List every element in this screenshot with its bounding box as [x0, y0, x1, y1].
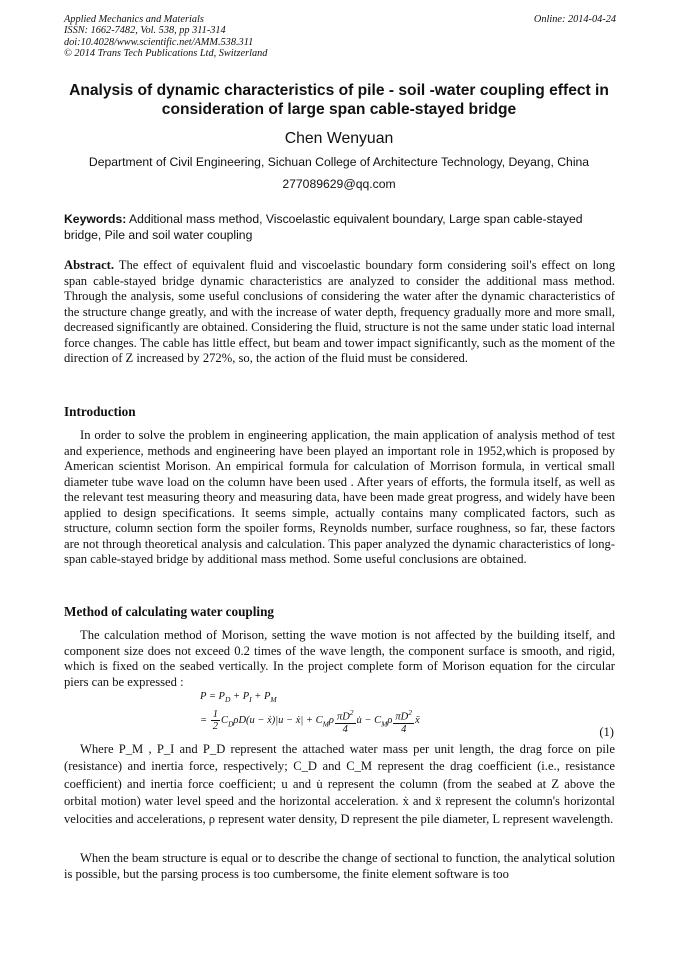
method-where-paragraph: Where P_M , P_I and P_D represent the attached water mass per unit length, the drag force on pile (resistance) and inertia force, respectively; C_D and C_M represent the drag coefficient (i.e., resistance coefficient) and inertia force coefficient; u and u̇ represent the column (from the seabed at Z above the orbital motion) water level speed and the horizontal acceleration. ẋ and ẍ represent the column's horizontal velocities and accelerations, ρ represent water density, D represent the pile diameter, L represent wavelength. — [64, 742, 615, 826]
doi-line: doi:10.4028/www.scientific.net/AMM.538.311 — [64, 36, 254, 48]
abstract-label: Abstract. — [64, 258, 115, 272]
journal-name: Applied Mechanics and Materials — [64, 14, 204, 25]
method-paragraph-2: When the beam structure is equal or to describe the change of sectional to function, the analytical solution is possible, but the parsing process is too cumbersome, the finite element software is too — [64, 851, 615, 881]
author-name: Chen Wenyuan — [284, 130, 394, 147]
journal-header — [64, 14, 616, 60]
author-email: 277089629@qq.com — [282, 177, 396, 191]
keywords-text: Additional mass method, Viscoelastic equivalent boundary, Large span cable-stayed bridge, Pile and soil water coupling — [64, 212, 583, 242]
copyright-line: © 2014 Trans Tech Publications Ltd, Switzerland — [64, 48, 268, 60]
keywords-label: Keywords: — [64, 212, 127, 226]
equation-line-1: $P = P_D + P_I + P_M$ — [200, 691, 277, 705]
method-heading: Method of calculating water coupling — [64, 604, 275, 619]
title-line-2: consideration of large span cable-stayed bridge — [161, 101, 517, 118]
online-date: Online: 2014-04-24 — [533, 14, 616, 25]
paper-title — [50, 81, 628, 119]
intro-heading: Introduction — [64, 404, 136, 419]
abstract — [64, 258, 615, 367]
intro-paragraph: In order to solve the problem in engineering application, the main application of analysis method of test and experience, methods and engineering have been played an important role in 1952,which is proposed by American scientist Morison. An empirical formula for calculation of Morrison formula, in vertical small diameter tube wave load on the column have been used . After years of efforts, the formula itself, as well as the relevant test measuring theory and measuring data, have been made great progress, and widely have been applied to design specifications. It seems simple, actually contains many complicated factors, such as structure, column section form the spoiler forms, Reynolds number, surface roughness, so far, these factors are not through theoretical analysis and calculation. This paper analyzed the dynamic characteristics of long-span cable-stayed bridge by additional mass method. Some useful conclusions are obtained. — [64, 428, 615, 566]
issn-line: ISSN: 1662-7482, Vol. 538, pp 311-314 — [64, 25, 226, 37]
abstract-text: The effect of equivalent fluid and viscoelastic boundary form considering soil's effect on long span cable-stayed bridge dynamic characteristics are analyzed to consider the additional mass method. Through the analysis, some useful conclusions of considering the water after the dynamic characteristics of the structure change greatly, and with the increase of water depth, frequency gradually more and more small, decreased significantly are obtained. Considering the fluid, structure is not the same under static load internal force changes. The cable has little effect, but beam and tower impact significantly, such as the moment of the direction of Z increased by 272%, so, the action of the fluid must be considered. — [64, 258, 616, 365]
method-paragraph-1: The calculation method of Morison, setting the wave motion is not affected by the building itself, and component size does not exceed 0.2 times of the wave length, the component surface is smooth, and rigid, which is fixed on the seabed vertically. In the project complete form of Morison equation for the circular piers can be expressed : — [64, 628, 615, 689]
author-affiliation: Department of Civil Engineering, Sichuan College of Architecture Technology, Deyang, China — [88, 155, 590, 169]
equation-number: (1) — [599, 725, 614, 739]
equation-line-2: = $\frac{1}{2}$ $C_D\rho D(u$ − ẋ)|u − ẋ| + $C_M\rho$ $\frac{\pi D^2}{4}$ u̇ − $C_M\rho$ $\frac{\pi D^2}{4}$ ẍ — [200, 708, 420, 735]
title-line-1: Analysis of dynamic characteristics of pile - soil -water coupling effect in — [69, 82, 609, 99]
keywords — [64, 211, 615, 243]
